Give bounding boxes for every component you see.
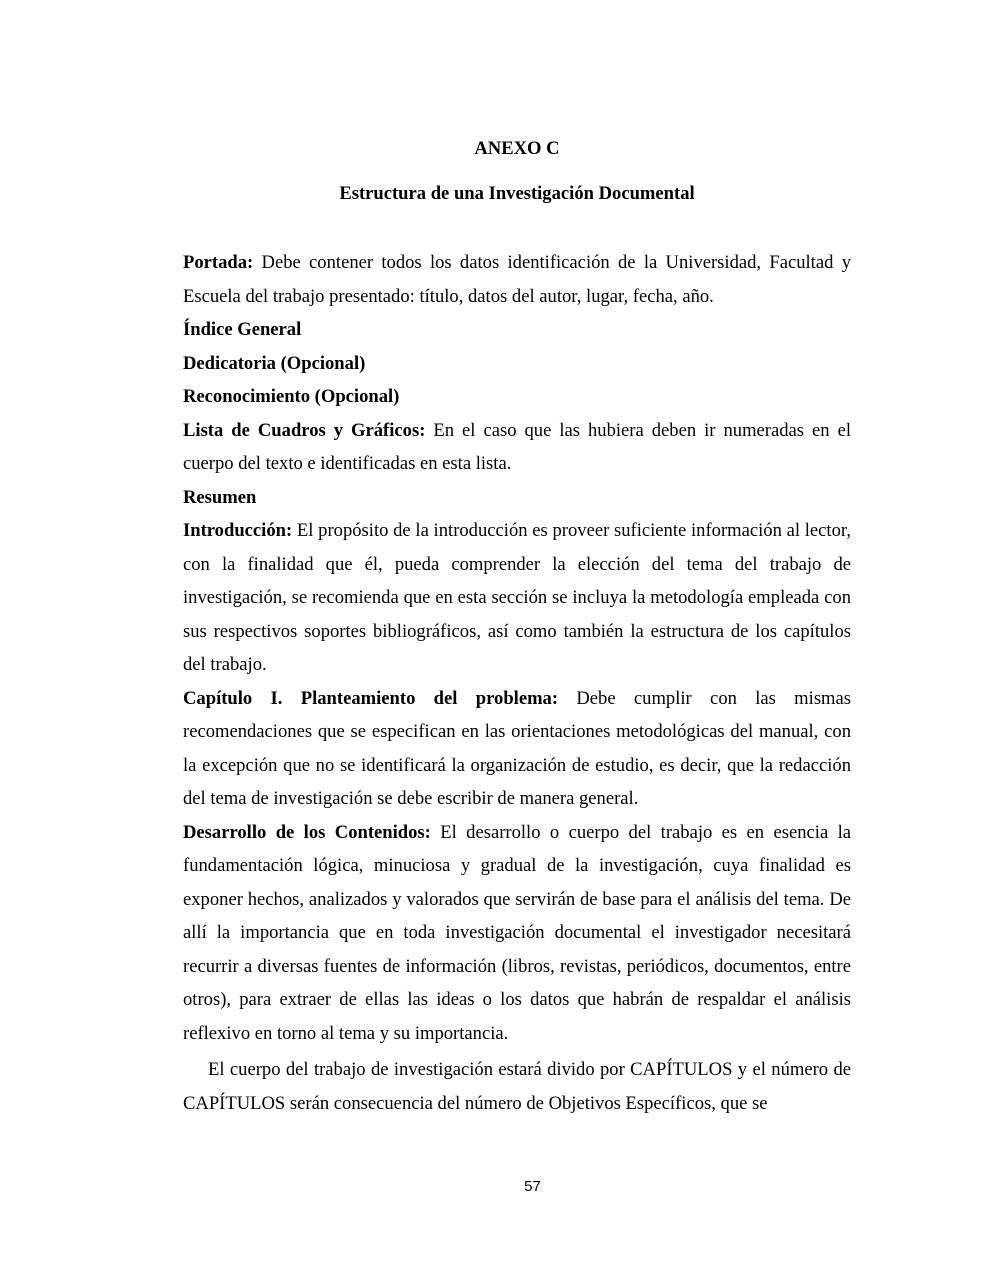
section-resumen <box>183 481 851 515</box>
section-label: Portada: <box>183 252 254 273</box>
section-label: Reconocimiento (Opcional) <box>183 386 400 407</box>
section-introduccion <box>183 514 851 682</box>
annex-heading: ANEXO C <box>474 138 560 159</box>
section-label: Dedicatoria (Opcional) <box>183 352 366 374</box>
section-portada <box>183 246 851 313</box>
section-label: Desarrollo de los Contenidos: <box>183 821 431 843</box>
section-indice <box>183 313 851 347</box>
page-number: 57 <box>524 1178 541 1195</box>
section-text: En el caso que las hubiera deben ir numeradas en el cuerpo del texto e identificadas en esta lista. <box>183 419 852 474</box>
section-dedicatoria <box>183 347 851 381</box>
document-page <box>183 137 851 1120</box>
section-text: Debe cumplir con las mismas recomendaciones que se especifican en las orientaciones metodológicas del manual, con la excepción que no se identificará la organización de estudio, es decir, que la redacción del tema de investigación se debe escribir de manera general. <box>183 687 852 809</box>
section-capitulo-i <box>183 682 851 816</box>
section-label: Lista de Cuadros y Gráficos: <box>183 419 426 441</box>
section-lista-cuadros <box>183 414 851 481</box>
section-label: Introducción: <box>183 520 293 541</box>
section-label: Índice General <box>183 319 302 340</box>
section-desarrollo <box>183 816 851 1051</box>
document-title: Estructura de una Investigación Documental <box>339 183 695 204</box>
section-text: El propósito de la introducción es proveer suficiente información al lector, con la finalidad que él, pueda comprender la elección del tema del trabajo de investigación, se recomienda que en esta sección se incluya la metodología empleada con sus respectivos soportes bibliográficos, así como también la estructura de los capítulos del trabajo. <box>183 520 851 675</box>
closing-paragraph: El cuerpo del trabajo de investigación estará divido por CAPÍTULOS y el número de CAPÍTULOS serán consecuencia del número de Objetivos Específicos, que se <box>183 1059 851 1114</box>
section-label: Resumen <box>183 486 257 508</box>
section-text: El desarrollo o cuerpo del trabajo es en esencia la fundamentación lógica, minuciosa y gradual de la investigación, cuya finalidad es exponer hechos, analizados y valorados que servirán de base para el análisis del tema. De allí la importancia que en toda investigación documental el investigador necesitará recurrir a diversas fuentes de información (libros, revistas, periódicos, documentos, entre otros), para extraer de ellas las ideas o los datos que habrán de respaldar el análisis reflexivo en torno al tema y su importancia. <box>183 821 851 1044</box>
section-reconocimiento <box>183 380 851 414</box>
section-text: Debe contener todos los datos identificación de la Universidad, Facultad y Escuela del trabajo presentado: título, datos del autor, lugar, fecha, año. <box>183 252 851 307</box>
section-label: Capítulo I. Planteamiento del problema: <box>183 687 559 709</box>
